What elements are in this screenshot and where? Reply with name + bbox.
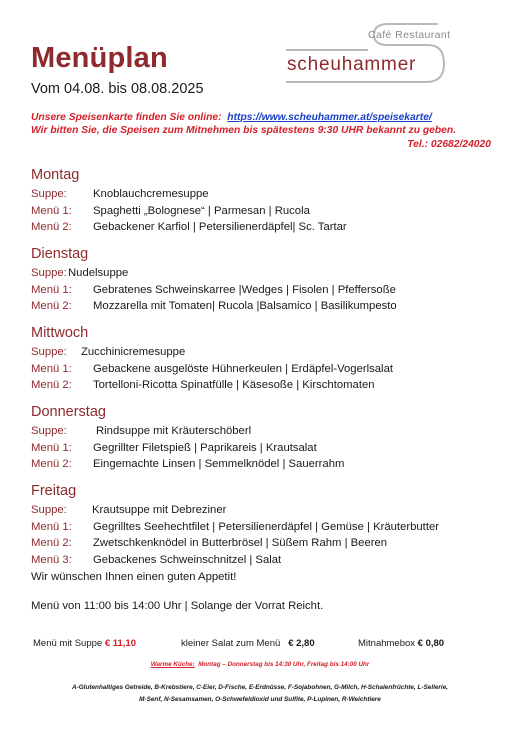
date-range: Vom 04.08. bis 08.08.2025 <box>31 81 204 97</box>
day-heading-0: Montag <box>31 167 80 183</box>
menu-row-dish: Zwetschkenknödel in Butterbrösel | Süßem Rahm | Beeren <box>93 537 388 549</box>
warm-kitchen-hours <box>0 661 520 668</box>
menu-row-dish: Spaghetti „Bolognese“ | Parmesan | Rucola <box>93 204 310 217</box>
warm-kitchen-text: Montag – Donnerstag bis 14:30 Uhr, Freitag bis 14:00 Uhr <box>198 661 370 668</box>
allergen-list-line-2: M-Senf, N-Sesamsamen, O-Schwefeldioxid und Sulfite, P-Lupinen, R-Weichtiere <box>139 696 381 703</box>
price-salad-value: € 2,80 <box>288 638 315 649</box>
menu-row-label: Menü 1: <box>31 441 72 454</box>
menu-row-dish: Eingemachte Linsen | Semmelknödel | Sauerrahm <box>93 458 345 470</box>
menu-row-label: Menü 2: <box>31 537 72 549</box>
takeaway-notice: Wir bitten Sie, die Speisen zum Mitnehmen bis spätestens 9:30 UHR bekannt zu geben. <box>31 125 457 136</box>
menu-row-label: Menü 2: <box>31 221 72 233</box>
online-menu-link[interactable]: https://www.scheuhammer.at/speisekarte/ <box>227 112 432 123</box>
menu-row-label: Suppe: <box>31 346 67 358</box>
menu-row-label: Suppe: <box>31 267 67 279</box>
day-heading-4: Freitag <box>31 483 77 499</box>
price-box-value: € 0,80 <box>417 638 445 649</box>
phone-number: Tel.: 02682/24020 <box>407 139 491 150</box>
allergen-list-line-1: A-Glutenhaltiges Getreide, B-Krebstiere, C-Eier, D-Fische, E-Erdnüsse, F-Sojabohnen, G-Milch, H-Schalenfrüchte, L-Sellerie, <box>71 684 449 691</box>
warm-kitchen-label: Warme Küche: <box>150 661 195 668</box>
greeting-text: Wir wünschen Ihnen einen guten Appetit! <box>31 571 237 583</box>
logo-subtitle: Café Restaurant <box>368 29 451 41</box>
day-heading-1: Dienstag <box>31 246 89 262</box>
menu-row-dish: Gebackenes Schweinschnitzel | Salat <box>93 553 282 566</box>
menu-row-label: Suppe: <box>31 504 67 516</box>
menu-row-dish: Gebackene ausgelöste Hühnerkeulen | Erdäpfel-Vogerlsalat <box>93 362 393 375</box>
menu-row-label: Menü 2: <box>31 379 72 391</box>
price-salad-label: kleiner Salat zum Menü <box>181 638 281 649</box>
menu-row-dish: Gegrilltes Seehechtfilet | Petersilienerdäpfel | Gemüse | Kräuterbutter <box>93 520 440 533</box>
menu-row-label: Suppe: <box>31 425 67 437</box>
opening-hours: Menü von 11:00 bis 14:00 Uhr | Solange der Vorrat Reicht. <box>31 600 324 612</box>
menu-row-label: Menü 2: <box>31 300 72 312</box>
menu-row-dish: Gegrillter Filetspieß | Paprikareis | Krautsalat <box>93 441 317 454</box>
price-menu-soup-value: € 11,10 <box>104 638 136 649</box>
price-box <box>358 638 444 649</box>
menu-row-label: Menü 2: <box>31 458 72 470</box>
menu-row-label: Menü 3: <box>31 553 72 566</box>
menu-row-dish: Tortelloni-Ricotta Spinatfülle | Käsesoße | Kirschtomaten <box>93 379 375 391</box>
logo-name: scheuhammer <box>287 54 417 75</box>
menu-row-label: Suppe: <box>31 188 67 200</box>
menu-row-dish: Nudelsuppe <box>68 267 129 279</box>
menu-row-dish: Zucchinicremesuppe <box>81 346 186 358</box>
menu-row-dish: Rindsuppe mit Kräuterschöberl <box>96 425 252 437</box>
online-menu-text: Unsere Speisenkarte finden Sie online: <box>31 112 222 123</box>
price-menu-soup-label: Menü mit Suppe <box>33 638 103 649</box>
menu-row-dish: Mozzarella mit Tomaten| Rucola |Balsamico | Basilikumpesto <box>93 300 397 312</box>
price-salad <box>181 638 315 649</box>
online-menu-notice <box>31 112 491 123</box>
menu-row-label: Menü 1: <box>31 283 72 296</box>
price-box-label: Mitnahmebox <box>358 638 416 649</box>
menu-row-dish: Gebackener Karfiol | Petersilienerdäpfel| Sc. Tartar <box>93 221 347 233</box>
menu-row-label: Menü 1: <box>31 520 72 533</box>
page-title: Menüplan <box>31 42 168 74</box>
price-menu-soup <box>33 638 136 649</box>
day-heading-2: Mittwoch <box>31 325 89 341</box>
menu-row-label: Menü 1: <box>31 204 72 217</box>
menu-row-dish: Gebratenes Schweinskarree |Wedges | Fisolen | Pfeffersoße <box>93 283 396 296</box>
day-heading-3: Donnerstag <box>31 404 106 420</box>
menu-row-label: Menü 1: <box>31 362 72 375</box>
menu-row-dish: Knoblauchcremesuppe <box>93 188 209 200</box>
menu-row-dish: Krautsuppe mit Debreziner <box>92 504 227 516</box>
